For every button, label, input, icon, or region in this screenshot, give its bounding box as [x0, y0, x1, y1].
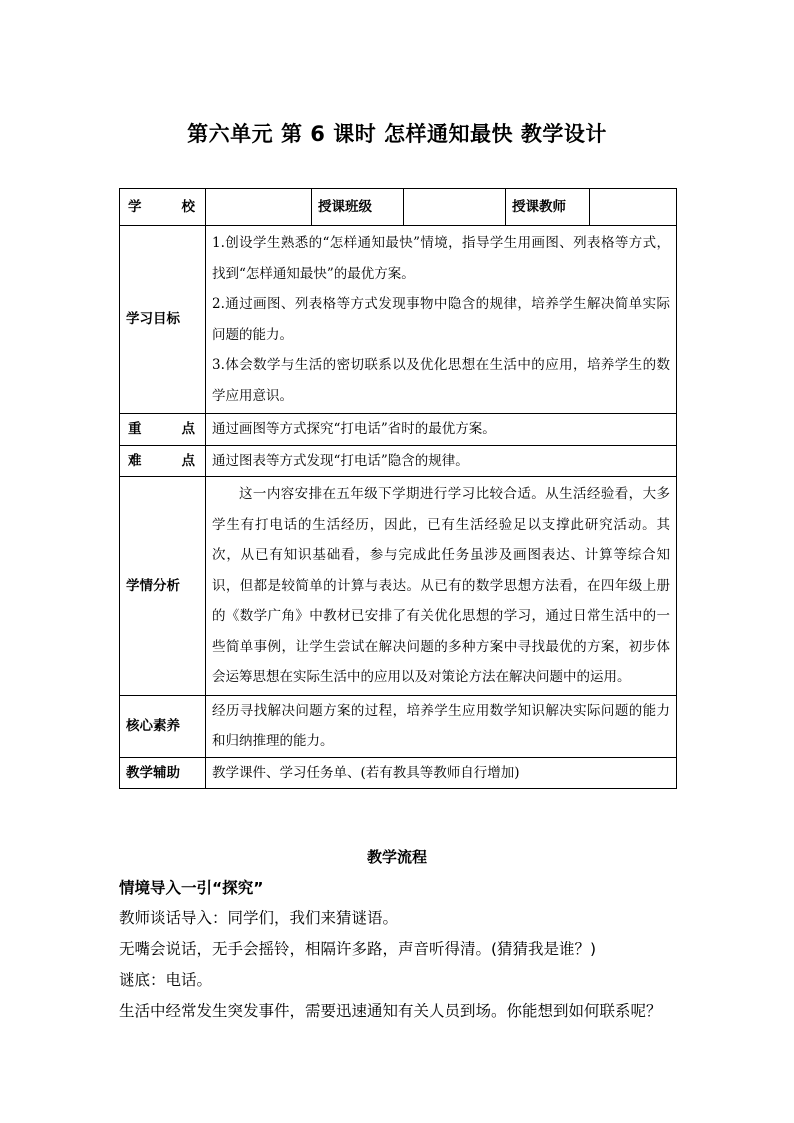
flow-line: 谜底：电话。: [119, 971, 213, 989]
flow-title: 教学流程: [366, 848, 427, 866]
header-row: [120, 189, 677, 226]
section-heading: 情境导入一引“探究”: [119, 879, 264, 897]
goals-content: [206, 226, 677, 414]
difficulty-label: 难 点: [120, 445, 206, 477]
goals-label: 学习目标: [120, 226, 206, 414]
difficulty-row: [120, 445, 677, 477]
aids-text: 教学课件、学习任务单、(若有教具等教师自行增加): [206, 757, 677, 789]
key-point-text: 通过画图等方式探究“打电话”省时的最优方案。: [206, 414, 677, 446]
class-label: 授课班级: [312, 189, 404, 226]
school-value: [206, 189, 312, 226]
document-title: 第六单元 第 6 课时 怎样通知最快 教学设计: [187, 122, 607, 146]
difficulty-text: 通过图表等方式发现“打电话”隐含的规律。: [206, 445, 677, 477]
aids-row: [120, 757, 677, 789]
key-point-label: 重 点: [120, 414, 206, 446]
goals-row: [120, 226, 677, 414]
analysis-row: [120, 477, 677, 696]
literacy-text: 经历寻找解决问题方案的过程，培养学生应用数学知识解决实际问题的能力和归纳推理的能力。: [206, 695, 677, 757]
goal-item: 2.通过画图、列表格等方式发现事物中隐含的规律，培养学生解决简单实际问题的能力。: [212, 296, 670, 343]
goal-item: 1.创设学生熟悉的“怎样通知最快”情境，指导学生用画图、列表格等方式，找到“怎样通知最快”的最优方案。: [212, 235, 670, 282]
flow-line: 生活中经常发生突发事件，需要迅速通知有关人员到场。你能想到如何联系呢？: [119, 1002, 662, 1020]
flow-line: 无嘴会说话，无手会摇铃，相隔许多路，声音听得清。(猜猜我是谁？): [119, 940, 597, 958]
lesson-info-table: [119, 188, 677, 789]
school-label: 学 校: [120, 189, 206, 226]
class-value: [404, 189, 506, 226]
teacher-value: [590, 189, 677, 226]
teacher-label: 授课教师: [506, 189, 590, 226]
literacy-label: 核心素养: [120, 695, 206, 757]
analysis-text: 这一内容安排在五年级下学期进行学习比较合适。从生活经验看，大多学生有打电话的生活经历，因此，已有生活经验足以支撑此研究活动。其次，从已有知识基础看，参与完成此任务虽涉及画图表达、计算等综合知识，但都是较简单的计算与表达。从已有的数学思想方法看，在四年级上册的《数学广角》中教材已安排了有关优化思想的学习，通过日常生活中的一些简单事例，让学生尝试在解决问题的多种方案中寻找最优的方案，初步体会运筹思想在实际生活中的应用以及对策论方法在解决问题中的运用。: [206, 477, 677, 696]
goal-item: 3.体会数学与生活的密切联系以及优化思想在生活中的应用，培养学生的数学应用意识。: [212, 357, 670, 404]
key-point-row: [120, 414, 677, 446]
analysis-label: 学情分析: [120, 477, 206, 696]
literacy-row: [120, 695, 677, 757]
aids-label: 教学辅助: [120, 757, 206, 789]
flow-line: 教师谈话导入：同学们，我们来猜谜语。: [119, 909, 399, 927]
